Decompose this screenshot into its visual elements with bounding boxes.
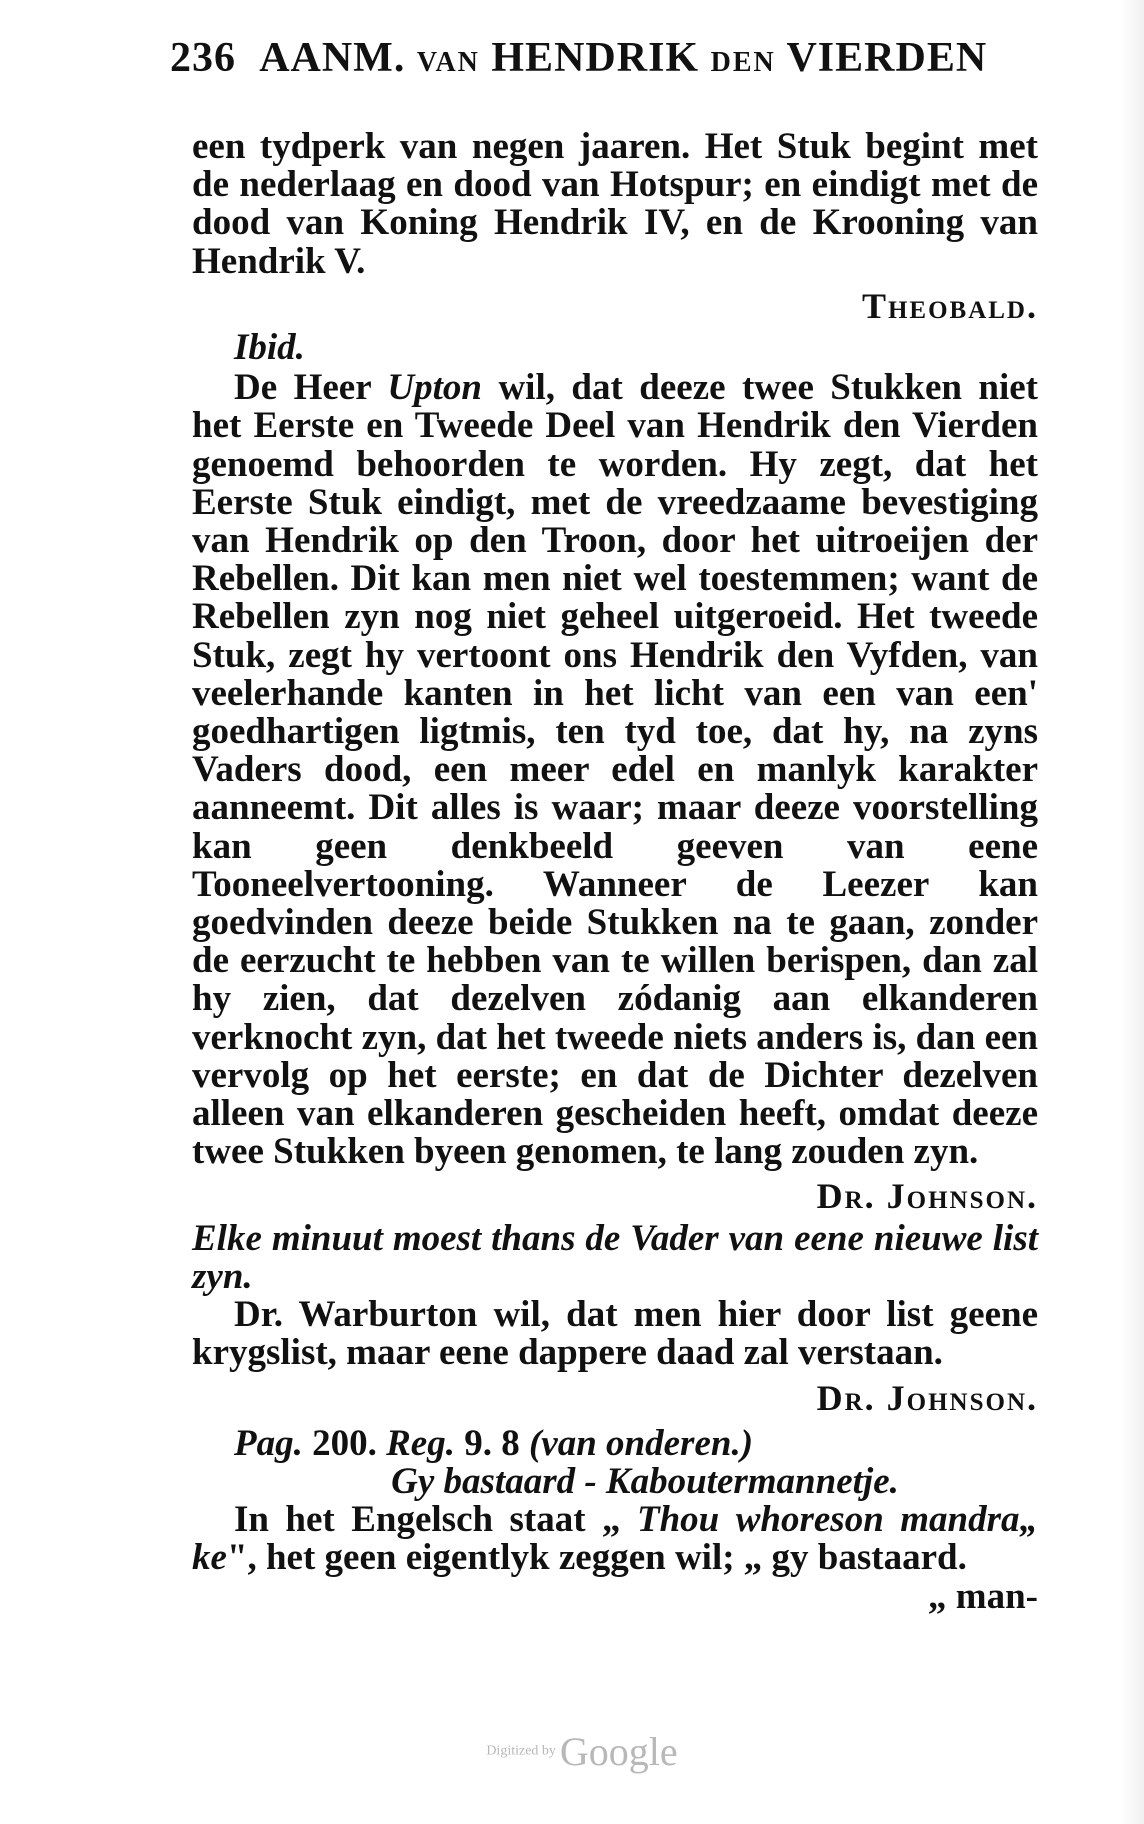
paragraph-4-pre: In het Engelsch staat „ xyxy=(234,1499,637,1541)
signature-johnson-2: Dr. Johnson. xyxy=(816,1377,1038,1418)
page-edge-shadow xyxy=(1120,0,1144,1824)
page-body xyxy=(192,128,1038,1616)
ref-reg-num: 9. 8 xyxy=(464,1422,520,1464)
signature-johnson-1: Dr. Johnson. xyxy=(816,1176,1038,1217)
signature-theobald: Theobald. xyxy=(861,285,1038,326)
header-title-part3: VIERDEN xyxy=(786,35,988,81)
english-quote: Thou whoreson mandra„ ke xyxy=(192,1499,1038,1579)
header-title-part2: HENDRIK xyxy=(491,35,700,81)
paragraph-4-post: ", het geen eigentlyk zeggen wil; „ gy bastaard. xyxy=(226,1537,967,1579)
paragraph-2-pre: De Heer xyxy=(234,367,388,409)
ref-pag-num: 200. xyxy=(312,1422,377,1464)
quote-line: Elke minuut moest thans de Vader van eene nieuwe list zyn. xyxy=(192,1217,1038,1297)
running-header xyxy=(170,34,1030,82)
ref-reg: Reg. xyxy=(386,1422,455,1464)
page-reference xyxy=(192,1422,1038,1464)
paragraph-2-post: wil, dat deeze twee Stukken niet het Eerste en Tweede Deel van Hendrik den Vierden genoemd behoorden te worden. Hy zegt, dat het Eerste Stuk eindigt, met de vreedzaame bevestiging van Hendrik op den Troon, door het uitroeijen der Rebellen. Dit kan men niet wel toestemmen; want de Rebellen zyn nog niet geheel uitgeroeid. Het tweede Stuk, zegt hy vertoont ons Hendrik den Vyfden, van veelerhande kanten in het licht van een van een' goedhartigen ligtmis, ten tyd toe, dat hy, na zyns Vaders dood, een meer edel en manlyk karakter aanneemt. Dit alles is waar; maar deeze voorstelling kan geen denkbeeld geeven van eene Tooneelvertooning. Wanneer de Leezer kan goedvinden deeze beide Stukken na te gaan, zonder de eerzucht te hebben van te willen berispen, dan zal hy zien, dat dezelven zódanig aan elkanderen verknocht zyn, dat het tweede niets anders is, dan een vervolg op het eerste; en dat de Dichter dezelven alleen van elkanderen gescheiden heeft, omdat deeze twee Stukken byeen genomen, te lang zouden zyn. xyxy=(192,367,1038,1173)
paragraph-2 xyxy=(192,369,1038,1171)
paragraph-4 xyxy=(192,1501,1038,1577)
ref-pag: Pag. xyxy=(234,1422,303,1464)
header-title-part1: AANM. xyxy=(259,35,406,81)
reference-title: Gy bastaard - Kaboutermannetje. xyxy=(391,1460,899,1502)
catchword: „ man- xyxy=(928,1575,1038,1617)
ibid-label: Ibid. xyxy=(234,327,305,369)
paragraph-1: een tydperk van negen jaaren. Het Stuk begint met de nederlaag en dood van Hotspur; en eindigt met de dood van Koning Hendrik IV, en de Krooning van Hendrik V. xyxy=(192,126,1038,282)
google-logo: Google xyxy=(559,1729,678,1774)
upton-name: Upton xyxy=(387,367,482,409)
digitized-by-label: Digitized by xyxy=(486,1743,556,1759)
page-number: 236 xyxy=(170,35,236,81)
header-title-small1: VAN xyxy=(416,47,480,78)
digitized-watermark xyxy=(462,1728,702,1775)
ref-note: (van onderen.) xyxy=(528,1422,754,1464)
paragraph-3: Dr. Warburton wil, dat men hier door list geene krygslist, maar eene dappere daad zal verstaan. xyxy=(192,1294,1038,1374)
header-title-small2: DEN xyxy=(710,47,776,78)
